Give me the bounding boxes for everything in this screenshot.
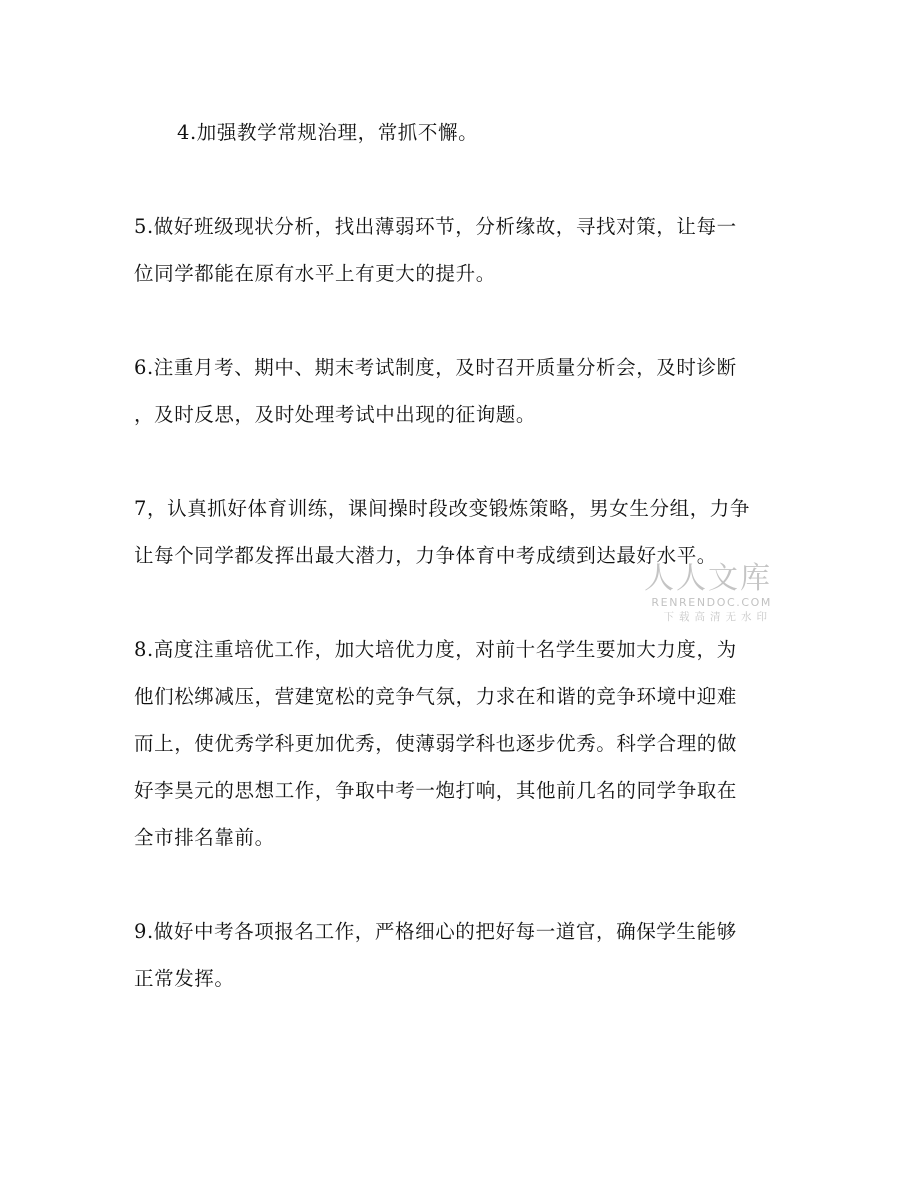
item-8-line-3: 而上，使优秀学科更加优秀，使薄弱学科也逐步优秀。科学合理的做 [134,732,738,755]
item-9-line-2: 正常发挥。 [134,967,235,990]
item-6-line-1: 6.注重月考、期中、期末考试制度，及时召开质量分析会，及时诊断 [134,356,737,379]
item-8-line-2: 他们松绑减压，营建宽松的竞争气氛，力求在和谐的竞争环境中迎难 [134,685,738,708]
watermark-tagline: 下载高清无水印 [663,611,772,623]
item-7-line-1: 7，认真抓好体育训练，课间操时段改变锻炼策略，男女生分组，力争 [134,497,751,520]
item-8-line-5: 全市排名靠前。 [134,826,275,849]
item-6-line-2: ，及时反思，及时处理考试中出现的征询题。 [134,403,537,426]
item-7-line-2: 让每个同学都发挥出最大潜力，力争体育中考成绩到达最好水平。 [134,544,717,567]
item-4-line-1: 4.加强教学常规治理，常抓不懈。 [177,121,479,144]
item-8-line-1: 8.高度注重培优工作，加大培优力度，对前十名学生要加大力度，为 [134,638,737,661]
watermark-title: 人人文库 [644,561,772,596]
item-5-line-1: 5.做好班级现状分析，找出薄弱环节，分析缘故，寻找对策，让每一 [134,215,737,238]
item-8-line-4: 好李昊元的思想工作，争取中考一炮打响，其他前几名的同学争取在 [134,779,738,802]
item-9-line-1: 9.做好中考各项报名工作，严格细心的把好每一道官，确保学生能够 [134,920,737,943]
watermark-logo [612,562,772,624]
item-5-line-2: 位同学都能在原有水平上有更大的提升。 [134,262,496,285]
watermark-domain: RENRENDOC.COM [651,596,772,609]
